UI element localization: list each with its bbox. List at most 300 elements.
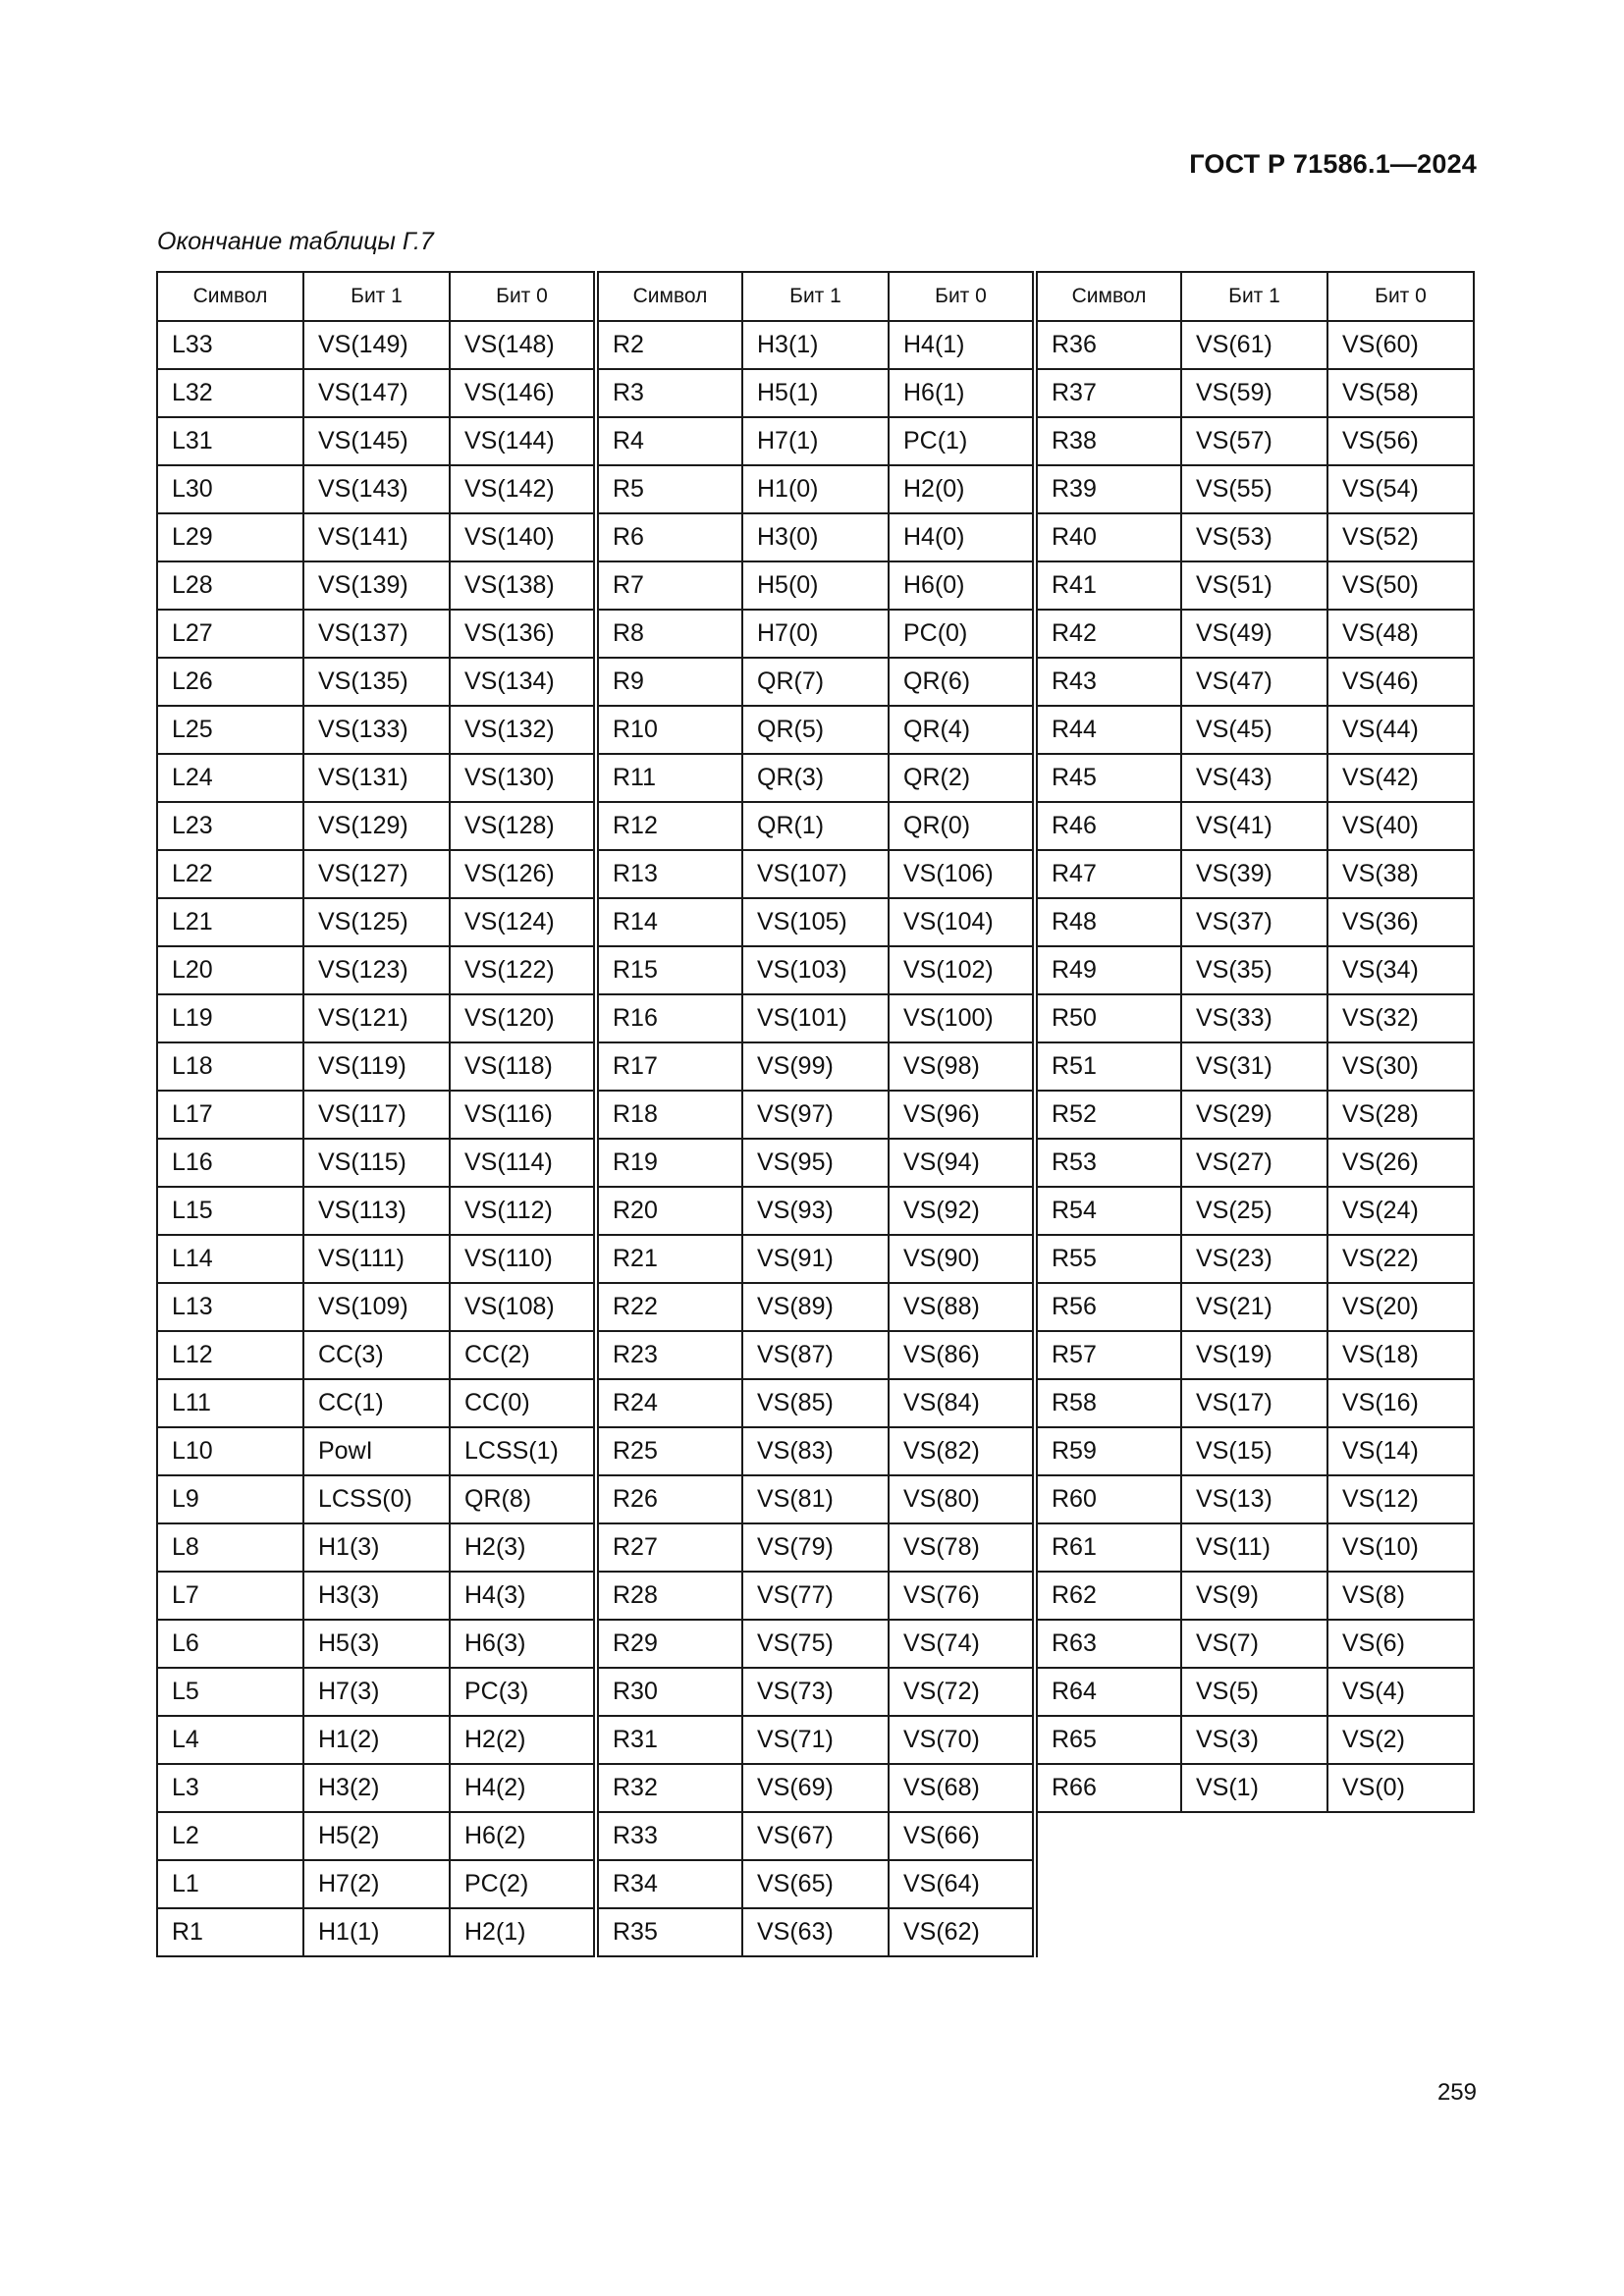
bit0-cell: VS(100) — [889, 994, 1035, 1042]
bit0-cell: VS(132) — [450, 706, 596, 754]
bit1-cell: VS(135) — [303, 658, 450, 706]
symbol-cell: R23 — [596, 1331, 742, 1379]
bit-mapping-table-container — [156, 271, 1475, 1957]
bit1-cell: VS(115) — [303, 1139, 450, 1187]
symbol-cell: L1 — [157, 1860, 303, 1908]
bit1-cell: VS(91) — [742, 1235, 889, 1283]
bit1-cell: VS(45) — [1181, 706, 1327, 754]
table-row — [157, 1235, 1474, 1283]
column-header: Бит 0 — [889, 272, 1035, 321]
bit0-cell: H4(3) — [450, 1572, 596, 1620]
bit0-cell: VS(40) — [1327, 802, 1474, 850]
bit1-cell: H3(3) — [303, 1572, 450, 1620]
bit1-cell: VS(17) — [1181, 1379, 1327, 1427]
bit1-cell: VS(55) — [1181, 465, 1327, 513]
symbol-cell: L11 — [157, 1379, 303, 1427]
empty-cell — [1181, 1860, 1327, 1908]
symbol-cell: L9 — [157, 1475, 303, 1523]
symbol-cell: L19 — [157, 994, 303, 1042]
symbol-cell: R13 — [596, 850, 742, 898]
bit0-cell: H2(3) — [450, 1523, 596, 1572]
bit0-cell: VS(14) — [1327, 1427, 1474, 1475]
bit1-cell: VS(3) — [1181, 1716, 1327, 1764]
table-row — [157, 1379, 1474, 1427]
bit0-cell: H4(0) — [889, 513, 1035, 561]
symbol-cell: R25 — [596, 1427, 742, 1475]
bit1-cell: VS(103) — [742, 946, 889, 994]
bit0-cell: VS(24) — [1327, 1187, 1474, 1235]
bit1-cell: VS(113) — [303, 1187, 450, 1235]
table-row — [157, 1716, 1474, 1764]
bit0-cell: VS(148) — [450, 321, 596, 369]
bit0-cell: LCSS(1) — [450, 1427, 596, 1475]
table-row — [157, 1139, 1474, 1187]
symbol-cell: L22 — [157, 850, 303, 898]
bit0-cell: PC(3) — [450, 1668, 596, 1716]
symbol-cell: L31 — [157, 417, 303, 465]
bit0-cell: PC(1) — [889, 417, 1035, 465]
bit0-cell: VS(56) — [1327, 417, 1474, 465]
symbol-cell: R11 — [596, 754, 742, 802]
bit1-cell: VS(31) — [1181, 1042, 1327, 1091]
table-header — [157, 272, 1474, 321]
symbol-cell: R10 — [596, 706, 742, 754]
column-header: Символ — [157, 272, 303, 321]
bit0-cell: VS(114) — [450, 1139, 596, 1187]
bit1-cell: VS(139) — [303, 561, 450, 610]
bit0-cell: VS(78) — [889, 1523, 1035, 1572]
empty-cell — [1327, 1908, 1474, 1956]
bit-mapping-table — [156, 271, 1475, 1957]
bit0-cell: VS(64) — [889, 1860, 1035, 1908]
bit0-cell: VS(18) — [1327, 1331, 1474, 1379]
bit0-cell: VS(110) — [450, 1235, 596, 1283]
symbol-cell: L12 — [157, 1331, 303, 1379]
bit1-cell: VS(129) — [303, 802, 450, 850]
bit1-cell: H3(0) — [742, 513, 889, 561]
symbol-cell: R54 — [1035, 1187, 1181, 1235]
bit0-cell: VS(2) — [1327, 1716, 1474, 1764]
bit1-cell: H3(1) — [742, 321, 889, 369]
bit1-cell: VS(121) — [303, 994, 450, 1042]
bit0-cell: VS(136) — [450, 610, 596, 658]
bit1-cell: VS(27) — [1181, 1139, 1327, 1187]
bit0-cell: VS(0) — [1327, 1764, 1474, 1812]
table-row — [157, 1908, 1474, 1956]
bit0-cell: VS(134) — [450, 658, 596, 706]
bit1-cell: H1(1) — [303, 1908, 450, 1956]
table-header-row — [157, 272, 1474, 321]
symbol-cell: L13 — [157, 1283, 303, 1331]
bit0-cell: H2(1) — [450, 1908, 596, 1956]
bit1-cell: VS(99) — [742, 1042, 889, 1091]
column-header: Бит 1 — [303, 272, 450, 321]
bit0-cell: VS(146) — [450, 369, 596, 417]
table-row — [157, 1331, 1474, 1379]
bit1-cell: VS(95) — [742, 1139, 889, 1187]
bit0-cell: VS(76) — [889, 1572, 1035, 1620]
symbol-cell: R61 — [1035, 1523, 1181, 1572]
symbol-cell: R34 — [596, 1860, 742, 1908]
bit1-cell: H1(0) — [742, 465, 889, 513]
symbol-cell: R35 — [596, 1908, 742, 1956]
symbol-cell: L20 — [157, 946, 303, 994]
bit1-cell: VS(133) — [303, 706, 450, 754]
symbol-cell: R65 — [1035, 1716, 1181, 1764]
bit1-cell: VS(125) — [303, 898, 450, 946]
symbol-cell: R51 — [1035, 1042, 1181, 1091]
bit1-cell: VS(71) — [742, 1716, 889, 1764]
symbol-cell: L21 — [157, 898, 303, 946]
empty-cell — [1035, 1908, 1181, 1956]
bit1-cell: VS(127) — [303, 850, 450, 898]
bit0-cell: VS(130) — [450, 754, 596, 802]
table-row — [157, 417, 1474, 465]
table-row — [157, 369, 1474, 417]
bit0-cell: QR(6) — [889, 658, 1035, 706]
symbol-cell: L14 — [157, 1235, 303, 1283]
bit0-cell: VS(54) — [1327, 465, 1474, 513]
bit1-cell: VS(63) — [742, 1908, 889, 1956]
symbol-cell: R66 — [1035, 1764, 1181, 1812]
symbol-cell: R22 — [596, 1283, 742, 1331]
symbol-cell: L6 — [157, 1620, 303, 1668]
bit0-cell: VS(144) — [450, 417, 596, 465]
column-header: Символ — [1035, 272, 1181, 321]
symbol-cell: L30 — [157, 465, 303, 513]
bit1-cell: H1(2) — [303, 1716, 450, 1764]
symbol-cell: L5 — [157, 1668, 303, 1716]
bit0-cell: VS(46) — [1327, 658, 1474, 706]
bit1-cell: VS(59) — [1181, 369, 1327, 417]
bit0-cell: VS(36) — [1327, 898, 1474, 946]
table-caption: Окончание таблицы Г.7 — [157, 228, 434, 255]
bit0-cell: VS(26) — [1327, 1139, 1474, 1187]
table-row — [157, 706, 1474, 754]
symbol-cell: R28 — [596, 1572, 742, 1620]
bit1-cell: VS(53) — [1181, 513, 1327, 561]
bit0-cell: VS(120) — [450, 994, 596, 1042]
symbol-cell: R50 — [1035, 994, 1181, 1042]
symbol-cell: R30 — [596, 1668, 742, 1716]
table-row — [157, 946, 1474, 994]
symbol-cell: L8 — [157, 1523, 303, 1572]
bit0-cell: VS(10) — [1327, 1523, 1474, 1572]
symbol-cell: R64 — [1035, 1668, 1181, 1716]
bit1-cell: VS(25) — [1181, 1187, 1327, 1235]
bit0-cell: VS(34) — [1327, 946, 1474, 994]
bit1-cell: VS(119) — [303, 1042, 450, 1091]
symbol-cell: R1 — [157, 1908, 303, 1956]
symbol-cell: R29 — [596, 1620, 742, 1668]
bit1-cell: PowI — [303, 1427, 450, 1475]
symbol-cell: L18 — [157, 1042, 303, 1091]
bit0-cell: VS(8) — [1327, 1572, 1474, 1620]
symbol-cell: R58 — [1035, 1379, 1181, 1427]
table-row — [157, 754, 1474, 802]
bit1-cell: VS(21) — [1181, 1283, 1327, 1331]
bit0-cell: VS(60) — [1327, 321, 1474, 369]
bit1-cell: QR(3) — [742, 754, 889, 802]
bit1-cell: CC(3) — [303, 1331, 450, 1379]
table-row — [157, 321, 1474, 369]
bit0-cell: QR(4) — [889, 706, 1035, 754]
bit1-cell: VS(87) — [742, 1331, 889, 1379]
symbol-cell: R52 — [1035, 1091, 1181, 1139]
symbol-cell: R48 — [1035, 898, 1181, 946]
bit0-cell: H2(0) — [889, 465, 1035, 513]
symbol-cell: L15 — [157, 1187, 303, 1235]
bit0-cell: VS(118) — [450, 1042, 596, 1091]
bit1-cell: VS(149) — [303, 321, 450, 369]
bit0-cell: VS(38) — [1327, 850, 1474, 898]
bit1-cell: VS(39) — [1181, 850, 1327, 898]
bit0-cell: VS(116) — [450, 1091, 596, 1139]
symbol-cell: L23 — [157, 802, 303, 850]
symbol-cell: R40 — [1035, 513, 1181, 561]
table-row — [157, 1523, 1474, 1572]
table-row — [157, 1042, 1474, 1091]
bit0-cell: VS(16) — [1327, 1379, 1474, 1427]
symbol-cell: R59 — [1035, 1427, 1181, 1475]
bit0-cell: VS(126) — [450, 850, 596, 898]
bit1-cell: VS(93) — [742, 1187, 889, 1235]
table-row — [157, 1620, 1474, 1668]
bit0-cell: QR(0) — [889, 802, 1035, 850]
document-standard-header: ГОСТ Р 71586.1—2024 — [1189, 149, 1477, 179]
bit1-cell: VS(67) — [742, 1812, 889, 1860]
bit0-cell: VS(20) — [1327, 1283, 1474, 1331]
symbol-cell: L7 — [157, 1572, 303, 1620]
bit1-cell: VS(73) — [742, 1668, 889, 1716]
bit1-cell: VS(61) — [1181, 321, 1327, 369]
bit1-cell: VS(7) — [1181, 1620, 1327, 1668]
bit0-cell: VS(106) — [889, 850, 1035, 898]
bit0-cell: VS(42) — [1327, 754, 1474, 802]
symbol-cell: R15 — [596, 946, 742, 994]
symbol-cell: R5 — [596, 465, 742, 513]
table-row — [157, 1475, 1474, 1523]
bit1-cell: VS(41) — [1181, 802, 1327, 850]
bit1-cell: VS(123) — [303, 946, 450, 994]
symbol-cell: R42 — [1035, 610, 1181, 658]
bit0-cell: H4(1) — [889, 321, 1035, 369]
bit0-cell: VS(142) — [450, 465, 596, 513]
symbol-cell: R55 — [1035, 1235, 1181, 1283]
bit1-cell: VS(15) — [1181, 1427, 1327, 1475]
bit1-cell: VS(145) — [303, 417, 450, 465]
bit1-cell: VS(77) — [742, 1572, 889, 1620]
empty-cell — [1035, 1812, 1181, 1860]
bit1-cell: VS(57) — [1181, 417, 1327, 465]
bit1-cell: VS(147) — [303, 369, 450, 417]
bit1-cell: VS(75) — [742, 1620, 889, 1668]
empty-cell — [1035, 1860, 1181, 1908]
symbol-cell: L4 — [157, 1716, 303, 1764]
bit1-cell: VS(83) — [742, 1427, 889, 1475]
bit1-cell: VS(69) — [742, 1764, 889, 1812]
bit1-cell: VS(143) — [303, 465, 450, 513]
bit0-cell: QR(2) — [889, 754, 1035, 802]
bit0-cell: VS(74) — [889, 1620, 1035, 1668]
symbol-cell: R4 — [596, 417, 742, 465]
empty-cell — [1327, 1860, 1474, 1908]
bit0-cell: VS(94) — [889, 1139, 1035, 1187]
bit0-cell: CC(2) — [450, 1331, 596, 1379]
bit1-cell: VS(5) — [1181, 1668, 1327, 1716]
symbol-cell: R8 — [596, 610, 742, 658]
bit1-cell: VS(43) — [1181, 754, 1327, 802]
bit0-cell: VS(70) — [889, 1716, 1035, 1764]
symbol-cell: R3 — [596, 369, 742, 417]
bit0-cell: VS(88) — [889, 1283, 1035, 1331]
bit1-cell: VS(131) — [303, 754, 450, 802]
bit1-cell: VS(141) — [303, 513, 450, 561]
symbol-cell: R56 — [1035, 1283, 1181, 1331]
bit1-cell: VS(105) — [742, 898, 889, 946]
bit0-cell: VS(82) — [889, 1427, 1035, 1475]
bit0-cell: VS(28) — [1327, 1091, 1474, 1139]
symbol-cell: R27 — [596, 1523, 742, 1572]
empty-cell — [1327, 1812, 1474, 1860]
symbol-cell: L25 — [157, 706, 303, 754]
symbol-cell: L2 — [157, 1812, 303, 1860]
bit0-cell: VS(80) — [889, 1475, 1035, 1523]
bit0-cell: VS(12) — [1327, 1475, 1474, 1523]
symbol-cell: R43 — [1035, 658, 1181, 706]
symbol-cell: L10 — [157, 1427, 303, 1475]
bit1-cell: VS(51) — [1181, 561, 1327, 610]
table-row — [157, 802, 1474, 850]
symbol-cell: L33 — [157, 321, 303, 369]
symbol-cell: R47 — [1035, 850, 1181, 898]
column-header: Символ — [596, 272, 742, 321]
table-row — [157, 1091, 1474, 1139]
bit0-cell: VS(122) — [450, 946, 596, 994]
symbol-cell: L26 — [157, 658, 303, 706]
page-number: 259 — [1436, 2079, 1477, 2106]
bit0-cell: PC(0) — [889, 610, 1035, 658]
bit1-cell: H5(0) — [742, 561, 889, 610]
bit1-cell: H5(1) — [742, 369, 889, 417]
table-row — [157, 898, 1474, 946]
bit0-cell: VS(72) — [889, 1668, 1035, 1716]
bit1-cell: VS(81) — [742, 1475, 889, 1523]
table-row — [157, 1812, 1474, 1860]
bit1-cell: H5(3) — [303, 1620, 450, 1668]
table-row — [157, 1668, 1474, 1716]
bit0-cell: H6(0) — [889, 561, 1035, 610]
bit0-cell: VS(84) — [889, 1379, 1035, 1427]
symbol-cell: R62 — [1035, 1572, 1181, 1620]
symbol-cell: R17 — [596, 1042, 742, 1091]
symbol-cell: R20 — [596, 1187, 742, 1235]
bit0-cell: VS(22) — [1327, 1235, 1474, 1283]
bit0-cell: H6(3) — [450, 1620, 596, 1668]
symbol-cell: R60 — [1035, 1475, 1181, 1523]
symbol-cell: R63 — [1035, 1620, 1181, 1668]
bit0-cell: H2(2) — [450, 1716, 596, 1764]
symbol-cell: R39 — [1035, 465, 1181, 513]
bit0-cell: VS(68) — [889, 1764, 1035, 1812]
table-row — [157, 658, 1474, 706]
table-row — [157, 1427, 1474, 1475]
bit0-cell: VS(124) — [450, 898, 596, 946]
symbol-cell: R53 — [1035, 1139, 1181, 1187]
symbol-cell: R6 — [596, 513, 742, 561]
bit0-cell: VS(102) — [889, 946, 1035, 994]
bit1-cell: H7(3) — [303, 1668, 450, 1716]
bit1-cell: VS(65) — [742, 1860, 889, 1908]
bit0-cell: VS(4) — [1327, 1668, 1474, 1716]
symbol-cell: L32 — [157, 369, 303, 417]
symbol-cell: L3 — [157, 1764, 303, 1812]
bit0-cell: CC(0) — [450, 1379, 596, 1427]
bit0-cell: VS(48) — [1327, 610, 1474, 658]
bit0-cell: PC(2) — [450, 1860, 596, 1908]
bit1-cell: VS(111) — [303, 1235, 450, 1283]
bit1-cell: H7(2) — [303, 1860, 450, 1908]
bit1-cell: VS(11) — [1181, 1523, 1327, 1572]
bit1-cell: VS(33) — [1181, 994, 1327, 1042]
bit0-cell: VS(112) — [450, 1187, 596, 1235]
column-header: Бит 1 — [1181, 272, 1327, 321]
symbol-cell: R16 — [596, 994, 742, 1042]
bit1-cell: VS(13) — [1181, 1475, 1327, 1523]
bit0-cell: VS(30) — [1327, 1042, 1474, 1091]
table-body — [157, 321, 1474, 1956]
symbol-cell: R46 — [1035, 802, 1181, 850]
symbol-cell: R7 — [596, 561, 742, 610]
bit0-cell: VS(128) — [450, 802, 596, 850]
bit1-cell: VS(9) — [1181, 1572, 1327, 1620]
column-header: Бит 0 — [1327, 272, 1474, 321]
bit0-cell: H4(2) — [450, 1764, 596, 1812]
bit1-cell: H5(2) — [303, 1812, 450, 1860]
bit1-cell: H3(2) — [303, 1764, 450, 1812]
bit0-cell: VS(140) — [450, 513, 596, 561]
symbol-cell: R36 — [1035, 321, 1181, 369]
bit1-cell: VS(37) — [1181, 898, 1327, 946]
table-row — [157, 561, 1474, 610]
symbol-cell: L24 — [157, 754, 303, 802]
symbol-cell: R14 — [596, 898, 742, 946]
bit1-cell: VS(101) — [742, 994, 889, 1042]
table-row — [157, 465, 1474, 513]
symbol-cell: R18 — [596, 1091, 742, 1139]
bit0-cell: VS(108) — [450, 1283, 596, 1331]
table-row — [157, 1764, 1474, 1812]
table-row — [157, 1283, 1474, 1331]
bit1-cell: QR(5) — [742, 706, 889, 754]
bit1-cell: VS(117) — [303, 1091, 450, 1139]
bit0-cell: VS(6) — [1327, 1620, 1474, 1668]
bit0-cell: VS(58) — [1327, 369, 1474, 417]
bit0-cell: VS(66) — [889, 1812, 1035, 1860]
bit0-cell: VS(52) — [1327, 513, 1474, 561]
bit1-cell: VS(19) — [1181, 1331, 1327, 1379]
symbol-cell: R33 — [596, 1812, 742, 1860]
symbol-cell: R26 — [596, 1475, 742, 1523]
symbol-cell: R9 — [596, 658, 742, 706]
bit0-cell: VS(96) — [889, 1091, 1035, 1139]
symbol-cell: R19 — [596, 1139, 742, 1187]
empty-cell — [1181, 1812, 1327, 1860]
symbol-cell: L16 — [157, 1139, 303, 1187]
bit1-cell: VS(1) — [1181, 1764, 1327, 1812]
bit1-cell: QR(1) — [742, 802, 889, 850]
bit1-cell: VS(29) — [1181, 1091, 1327, 1139]
